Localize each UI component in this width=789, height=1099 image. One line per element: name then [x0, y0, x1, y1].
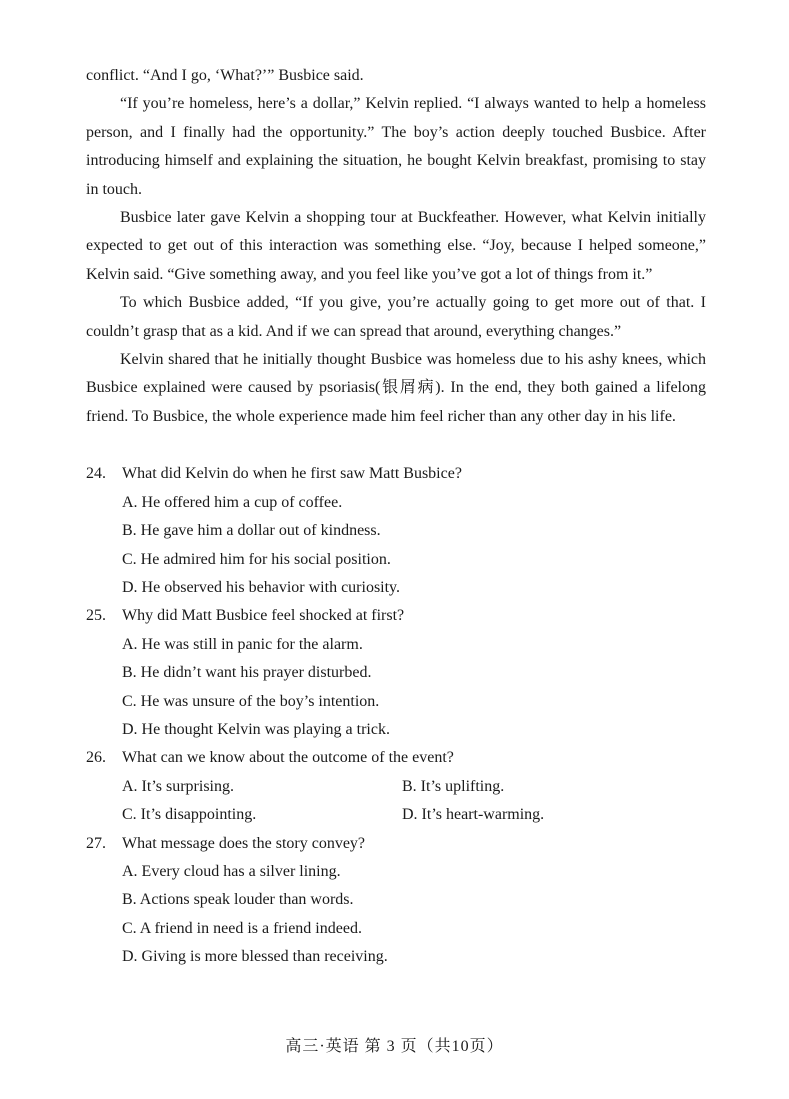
answer-option: A. He was still in panic for the alarm. — [122, 635, 363, 653]
question-text: What can we know about the outcome of the event? — [122, 749, 454, 767]
answer-option: B. He gave him a dollar out of kindness. — [122, 522, 381, 540]
answer-option: D. He observed his behavior with curiosity. — [122, 578, 401, 596]
passage-paragraph: To which Busbice added, “If you give, you’re actually going to get more out of that. I couldn’t grasp that as a kid. And if we can spread that around, everything changes.” — [86, 294, 706, 340]
passage-paragraph: Busbice later gave Kelvin a shopping tour at Buckfeather. However, what Kelvin initially expected to get out of this interaction was something else. “Joy, because I helped someone,” Kelvin said. “Give something away, and you feel like you’ve got a lot of things from it.” — [86, 209, 706, 283]
answer-option: A. Every cloud has a silver lining. — [122, 862, 341, 880]
passage-paragraph: Kelvin shared that he initially thought Busbice was homeless due to his ashy knees, which Busbice explained were caused by psoriasis(银屑病). In the end, they both gained a lifelong friend. To Busbice, the whole experience made him feel richer than any other day in his life. — [86, 351, 706, 425]
question-25 — [86, 602, 706, 744]
question-stem — [86, 602, 706, 630]
question-text: What did Kelvin do when he first saw Matt Busbice? — [122, 465, 462, 483]
question-number: 27. — [86, 834, 106, 852]
reading-passage — [86, 62, 706, 431]
question-stem — [86, 460, 706, 488]
question-text: What message does the story convey? — [122, 834, 366, 852]
question-stem — [86, 830, 706, 858]
option-grid — [86, 773, 706, 830]
question-number: 25. — [86, 607, 106, 625]
answer-option: C. He was unsure of the boy’s intention. — [122, 692, 380, 710]
answer-option: C. It’s disappointing. — [122, 806, 257, 824]
answer-option: B. Actions speak louder than words. — [122, 891, 354, 909]
question-number: 26. — [86, 749, 106, 767]
answer-option: C. He admired him for his social position. — [122, 550, 391, 568]
question-27 — [86, 830, 706, 972]
question-stem — [86, 744, 706, 772]
answer-option: B. He didn’t want his prayer disturbed. — [122, 664, 372, 682]
page-footer: 高三·英语 第 3 页（共10页） — [285, 1038, 504, 1055]
answer-option: A. He offered him a cup of coffee. — [122, 493, 343, 511]
answer-option: D. He thought Kelvin was playing a trick. — [122, 720, 390, 738]
question-text: Why did Matt Busbice feel shocked at first? — [122, 607, 405, 625]
answer-option: D. Giving is more blessed than receiving. — [122, 948, 388, 966]
answer-option: B. It’s uplifting. — [402, 777, 505, 795]
passage-paragraph: “If you’re homeless, here’s a dollar,” Kelvin replied. “I always wanted to help a homeless person, and I finally had the opportunity.” The boy’s action deeply touched Busbice. After introducing himself and explaining the situation, he bought Kelvin breakfast, promising to stay in touch. — [86, 95, 706, 198]
question-26 — [86, 744, 706, 829]
answer-option: C. A friend in need is a friend indeed. — [122, 919, 362, 937]
answer-option: A. It’s surprising. — [122, 777, 234, 795]
question-list — [86, 460, 706, 971]
passage-paragraph: conflict. “And I go, ‘What?’” Busbice said. — [86, 67, 364, 84]
answer-option: D. It’s heart-warming. — [402, 806, 545, 824]
exam-page — [86, 62, 706, 972]
question-24 — [86, 460, 706, 602]
question-number: 24. — [86, 465, 106, 483]
